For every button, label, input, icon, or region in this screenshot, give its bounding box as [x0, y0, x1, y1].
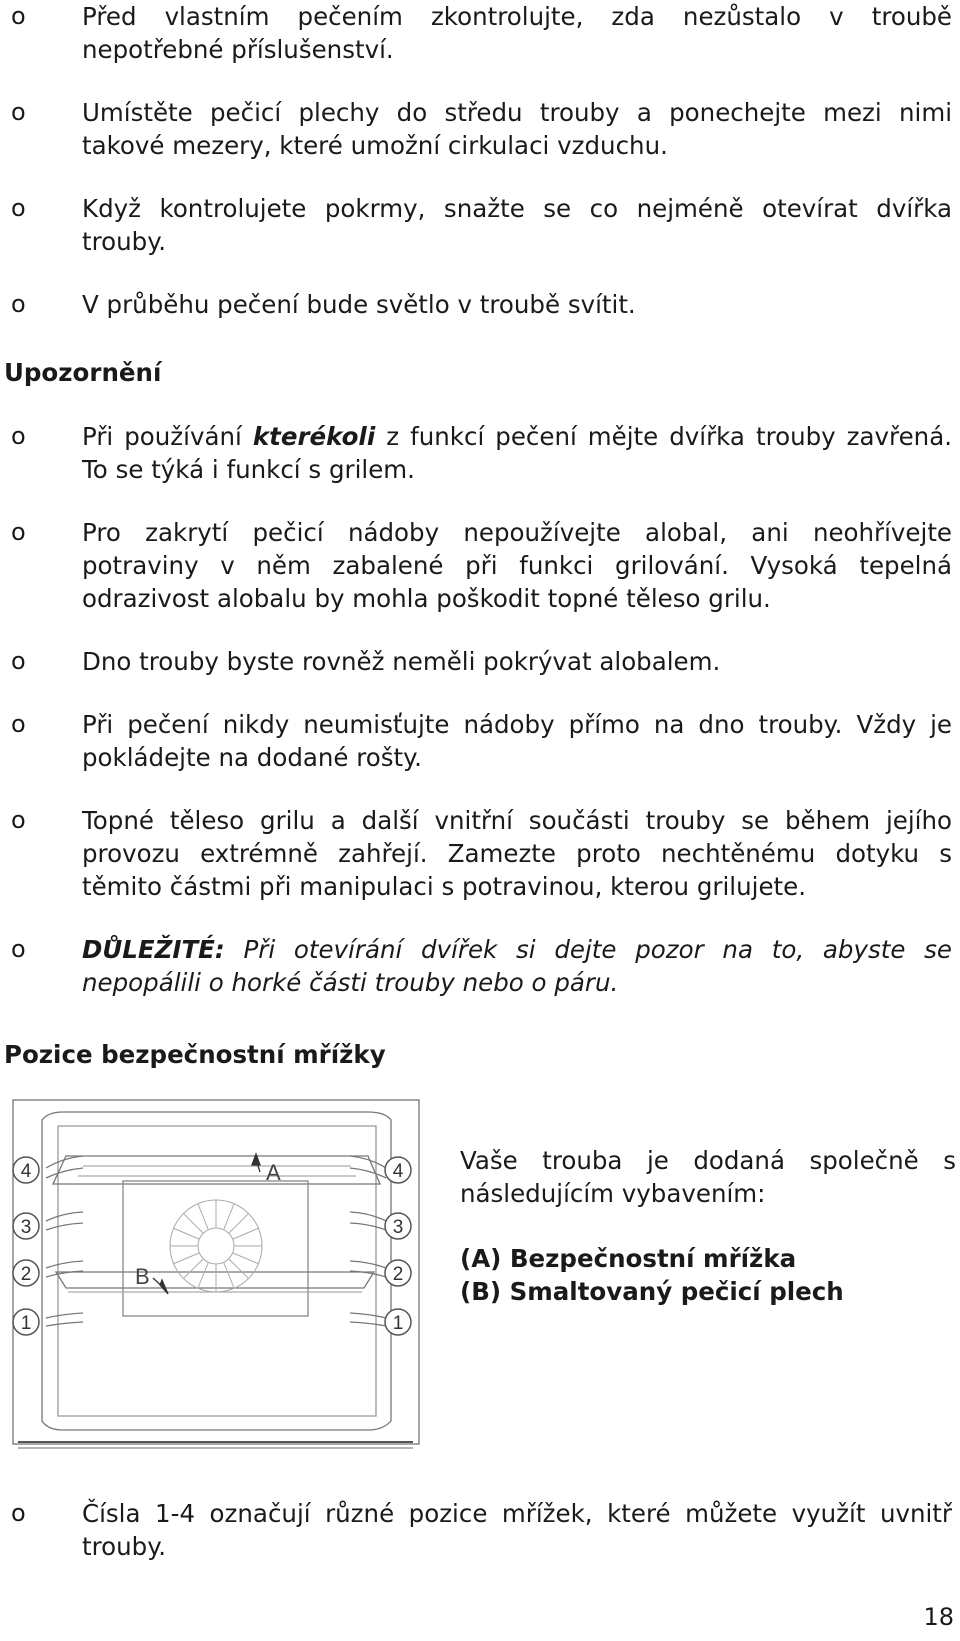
bullet-marker: o — [11, 710, 26, 738]
bullet-marker: o — [11, 935, 26, 963]
list-item-text — [82, 933, 952, 999]
bullet-marker: o — [11, 422, 26, 450]
list-item-text: Pro zakrytí pečicí nádoby nepoužívejte alobal, ani neohřívejte potraviny v něm zabalené při funkci grilování. Vysoká tepelná odrazivost alobalu by mohla poškodit topné těleso grilu. — [82, 518, 952, 613]
page-number: 18 — [923, 1603, 954, 1631]
list-item-important — [0, 933, 956, 999]
safety-rack — [53, 1156, 380, 1184]
bullet-marker: o — [11, 194, 26, 222]
emphasis-text: kterékoli — [252, 422, 376, 451]
list-item-text: Dno trouby byste rovněž neměli pokrývat alobalem. — [82, 647, 721, 676]
list-item-text: V průběhu pečení bude světlo v troubě svítit. — [82, 290, 636, 319]
cavity-inner — [58, 1126, 376, 1416]
rack-runner — [350, 1212, 386, 1221]
list-item-text: Při pečení nikdy neumisťujte nádoby přímo na dno trouby. Vždy je pokládejte na dodané rošty. — [82, 710, 952, 772]
rack-runner — [46, 1223, 83, 1230]
bullet-marker: o — [11, 518, 26, 546]
rack-runner — [46, 1313, 83, 1318]
bullet-marker: o — [11, 2, 26, 30]
equipment-part-a: (A) Bezpečnostní mřížka — [460, 1244, 797, 1273]
list-item-text — [82, 420, 952, 486]
rack-runner — [46, 1212, 83, 1221]
list-item — [0, 0, 956, 66]
rack-runner — [350, 1223, 386, 1230]
list-item-text: Čísla 1-4 označují různé pozice mřížek, které můžete využít uvnitř trouby. — [82, 1499, 952, 1561]
equipment-part-b: (B) Smaltovaný pečicí plech — [460, 1277, 844, 1306]
text-after: z funkcí pečení mějte dvířka trouby zavřená. To se týká i funkcí s grilem. — [82, 422, 952, 484]
fan-cover — [170, 1200, 262, 1292]
list-item — [0, 516, 956, 615]
rack-runner — [46, 1261, 83, 1268]
list-item — [0, 192, 956, 258]
equipment-intro: Vaše trouba je dodaná společně s následujícím vybavením: — [460, 1146, 956, 1208]
list-item-text: Když kontrolujete pokrmy, snažte se co nejméně otevírat dvířka trouby. — [82, 194, 952, 256]
bullet-marker: o — [11, 98, 26, 126]
bullet-marker: o — [11, 290, 26, 318]
positions-list — [0, 1497, 956, 1563]
list-item — [0, 96, 956, 162]
list-item-text: Před vlastním pečením zkontrolujte, zda nezůstalo v troubě nepotřebné příslušenství. — [82, 2, 952, 64]
preparation-list — [0, 0, 956, 351]
bullet-marker: o — [11, 806, 26, 834]
list-item-text: Umístěte pečicí plechy do středu trouby a ponechejte mezi nimi takové mezery, které umožní cirkulaci vzduchu. — [82, 98, 952, 160]
bullet-marker: o — [11, 647, 26, 675]
list-item — [0, 420, 956, 486]
list-item — [0, 708, 956, 774]
grid-heading: Pozice bezpečnostní mřížky — [4, 1040, 386, 1069]
important-label: DŮLEŽITÉ: — [82, 935, 225, 964]
warning-heading: Upozornění — [4, 358, 162, 387]
position-label-left: 3 — [20, 1217, 32, 1238]
position-label-right: 2 — [392, 1264, 404, 1285]
list-item-text: Topné těleso grilu a další vnitřní součásti trouby se během jejího provozu extrémně zahřejí. Zamezte proto nechtěnému dotyku s těmito částmi při manipulaci s potravinou, kterou grilujete. — [82, 806, 952, 901]
important-text: Při otevírání dvířek si dejte pozor na to, abyste se nepopálili o horké části trouby nebo o páru. — [82, 935, 952, 997]
rack-runner — [350, 1261, 386, 1268]
position-label-right: 3 — [392, 1217, 404, 1238]
rack-runner — [350, 1156, 386, 1168]
bullet-marker: o — [11, 1499, 26, 1527]
oven-rack-diagram — [8, 1096, 433, 1461]
list-item — [0, 804, 956, 903]
position-label-left: 4 — [20, 1161, 32, 1182]
position-label-right: 4 — [392, 1161, 404, 1182]
label-a: A — [266, 1160, 281, 1185]
list-item — [0, 645, 956, 678]
warning-list — [0, 420, 956, 1029]
position-label-left: 2 — [20, 1264, 32, 1285]
rack-runner — [46, 1322, 83, 1326]
position-label-right: 1 — [392, 1313, 404, 1334]
list-item — [0, 1497, 956, 1563]
enamel-tray — [56, 1272, 374, 1288]
rack-runner — [350, 1313, 386, 1318]
equipment-block — [460, 1144, 956, 1308]
label-b: B — [135, 1264, 150, 1289]
rack-runner — [350, 1322, 386, 1326]
text-before: Při používání — [82, 422, 253, 451]
position-label-left: 1 — [20, 1313, 32, 1334]
list-item — [0, 288, 956, 321]
rack-runner — [46, 1168, 83, 1178]
